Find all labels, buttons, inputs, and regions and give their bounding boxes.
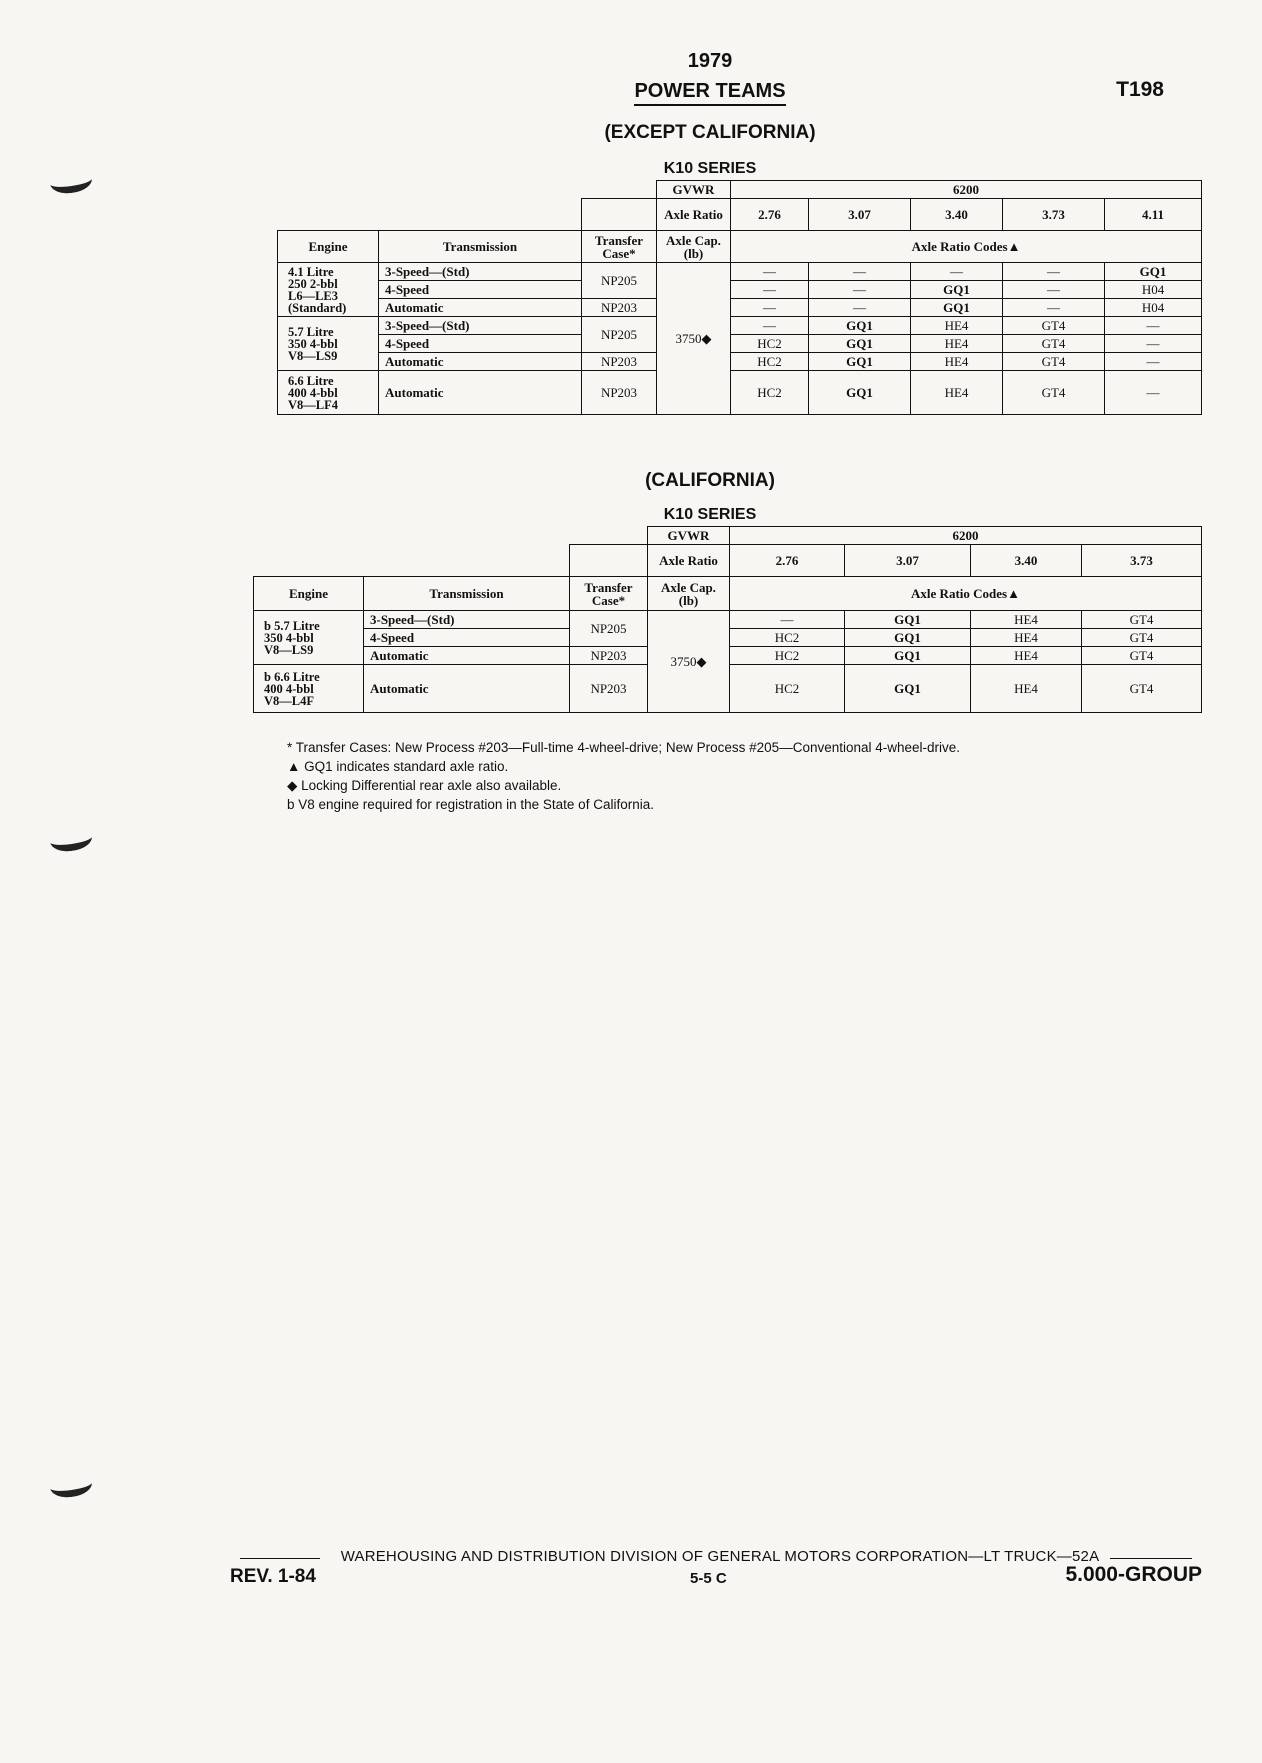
code-cell: GQ1: [809, 317, 911, 335]
code-cell: GT4: [1003, 335, 1105, 353]
transmission-cell: Automatic: [379, 299, 582, 317]
footnote: ◆ Locking Differential rear axle also available.: [287, 778, 562, 793]
code-cell: GQ1: [911, 281, 1003, 299]
code-cell: GT4: [1003, 353, 1105, 371]
transfer-cell: NP205: [582, 263, 657, 299]
transmission-cell: 4-Speed: [379, 281, 582, 299]
transmission-cell: Automatic: [379, 353, 582, 371]
code-cell: HC2: [731, 335, 809, 353]
section-title-california: (CALIFORNIA): [645, 470, 775, 491]
axle-ratio-label: Axle Ratio: [648, 545, 730, 577]
code-cell: GT4: [1082, 665, 1202, 713]
transfer-cell: NP203: [582, 299, 657, 317]
footnotes: [287, 738, 960, 814]
transmission-cell: Automatic: [364, 665, 570, 713]
engine-cell: 6.6 Litre 400 4-bbl V8—LF4: [278, 371, 379, 415]
gvwr-value: 6200: [730, 527, 1202, 545]
code-cell: GT4: [1082, 647, 1202, 665]
col-axle-cap: Axle Cap. (lb): [648, 577, 730, 611]
transmission-cell: 3-Speed—(Std): [364, 611, 570, 629]
code-cell: —: [731, 317, 809, 335]
code-cell: —: [809, 299, 911, 317]
transmission-cell: 3-Speed—(Std): [379, 263, 582, 281]
ratio-header: 2.76: [730, 545, 845, 577]
code-cell: HC2: [730, 629, 845, 647]
code-cell: H04: [1105, 281, 1202, 299]
code-cell: H04: [1105, 299, 1202, 317]
ratio-header: 3.40: [971, 545, 1082, 577]
axle-cap-cell: 3750◆: [657, 263, 731, 415]
footer-group: 5.000-GROUP: [1065, 1563, 1202, 1586]
gvwr-value: 6200: [731, 181, 1202, 199]
code-cell: —: [809, 263, 911, 281]
engine-cell: b 5.7 Litre 350 4-bbl V8—LS9: [254, 611, 364, 665]
code-cell: HE4: [911, 371, 1003, 415]
code-cell: —: [731, 299, 809, 317]
page-title-text: POWER TEAMS: [634, 80, 785, 106]
code-cell: HE4: [971, 629, 1082, 647]
code-cell: GQ1: [809, 353, 911, 371]
code-cell: HE4: [971, 611, 1082, 629]
ratio-header: 3.73: [1082, 545, 1202, 577]
code-cell: GT4: [1082, 629, 1202, 647]
code-cell: HE4: [911, 317, 1003, 335]
code-cell: HE4: [911, 353, 1003, 371]
axle-ratio-codes-label: Axle Ratio Codes▲: [731, 231, 1202, 263]
code-cell: HC2: [731, 353, 809, 371]
power-teams-table-except-california: [277, 180, 1202, 415]
code-cell: —: [809, 281, 911, 299]
code-cell: HE4: [911, 335, 1003, 353]
transfer-cell: NP203: [570, 647, 648, 665]
code-cell: —: [731, 263, 809, 281]
code-cell: —: [730, 611, 845, 629]
code-cell: GQ1: [845, 629, 971, 647]
code-cell: GT4: [1003, 317, 1105, 335]
series-title: K10 SERIES: [663, 160, 757, 177]
code-cell: GQ1: [845, 647, 971, 665]
ratio-header: 3.73: [1003, 199, 1105, 231]
code-cell: —: [911, 263, 1003, 281]
transfer-cell: NP203: [570, 665, 648, 713]
series-title: K10 SERIES: [663, 506, 757, 523]
footer-publisher: WAREHOUSING AND DISTRIBUTION DIVISION OF GENERAL MOTORS CORPORATION—LT TRUCK—52A: [340, 1548, 1100, 1565]
power-teams-table-california: [253, 526, 1202, 713]
code-cell: HE4: [971, 665, 1082, 713]
transmission-cell: 3-Speed—(Std): [379, 317, 582, 335]
page-id: T198: [1116, 78, 1164, 101]
code-cell: GQ1: [911, 299, 1003, 317]
code-cell: —: [1105, 353, 1202, 371]
ratio-header: 3.07: [809, 199, 911, 231]
punch-hole-icon: [49, 1471, 94, 1500]
punch-hole-icon: [49, 825, 94, 854]
code-cell: GQ1: [845, 665, 971, 713]
code-cell: —: [1105, 335, 1202, 353]
code-cell: —: [731, 281, 809, 299]
page-title: [0, 80, 1262, 103]
col-transmission: Transmission: [364, 577, 570, 611]
engine-cell: b 6.6 Litre 400 4-bbl V8—L4F: [254, 665, 364, 713]
code-cell: —: [1003, 299, 1105, 317]
code-cell: —: [1105, 371, 1202, 415]
footnote: * Transfer Cases: New Process #203—Full-time 4-wheel-drive; New Process #205—Conventional 4-wheel-drive.: [287, 740, 961, 755]
ratio-header: 3.07: [845, 545, 971, 577]
col-transmission: Transmission: [379, 231, 582, 263]
transmission-cell: Automatic: [379, 371, 582, 415]
transmission-cell: 4-Speed: [379, 335, 582, 353]
header-year: 1979: [687, 50, 733, 72]
axle-ratio-label: Axle Ratio: [657, 199, 731, 231]
footer-revision: REV. 1-84: [230, 1566, 316, 1587]
code-cell: GQ1: [845, 611, 971, 629]
transfer-cell: NP205: [570, 611, 648, 647]
code-cell: —: [1105, 317, 1202, 335]
code-cell: —: [1003, 281, 1105, 299]
footer-page-number: 5-5 C: [690, 1570, 727, 1587]
col-transfer-case: Transfer Case*: [570, 577, 648, 611]
code-cell: GT4: [1003, 371, 1105, 415]
code-cell: GQ1: [809, 371, 911, 415]
col-axle-cap: Axle Cap. (lb): [657, 231, 731, 263]
ratio-header: 2.76: [731, 199, 809, 231]
footnote: b V8 engine required for registration in the State of California.: [287, 797, 654, 812]
code-cell: HC2: [731, 371, 809, 415]
engine-cell: 5.7 Litre 350 4-bbl V8—LS9: [278, 317, 379, 371]
code-cell: HC2: [730, 647, 845, 665]
axle-ratio-codes-label: Axle Ratio Codes▲: [730, 577, 1202, 611]
code-cell: HE4: [971, 647, 1082, 665]
code-cell: GQ1: [809, 335, 911, 353]
col-engine: Engine: [278, 231, 379, 263]
transfer-cell: NP203: [582, 371, 657, 415]
code-cell: HC2: [730, 665, 845, 713]
ratio-header: 4.11: [1105, 199, 1202, 231]
code-cell: GT4: [1082, 611, 1202, 629]
ratio-header: 3.40: [911, 199, 1003, 231]
transmission-cell: 4-Speed: [364, 629, 570, 647]
transmission-cell: Automatic: [364, 647, 570, 665]
footnote: ▲ GQ1 indicates standard axle ratio.: [287, 759, 509, 774]
col-transfer-case: Transfer Case*: [582, 231, 657, 263]
col-engine: Engine: [254, 577, 364, 611]
gvwr-label: GVWR: [657, 181, 731, 199]
code-cell: GQ1: [1105, 263, 1202, 281]
section-title-except-california: (EXCEPT CALIFORNIA): [604, 122, 816, 143]
transfer-cell: NP203: [582, 353, 657, 371]
transfer-cell: NP205: [582, 317, 657, 353]
engine-cell: 4.1 Litre 250 2-bbl L6—LE3 (Standard): [278, 263, 379, 317]
code-cell: —: [1003, 263, 1105, 281]
axle-cap-cell: 3750◆: [648, 611, 730, 713]
gvwr-label: GVWR: [648, 527, 730, 545]
